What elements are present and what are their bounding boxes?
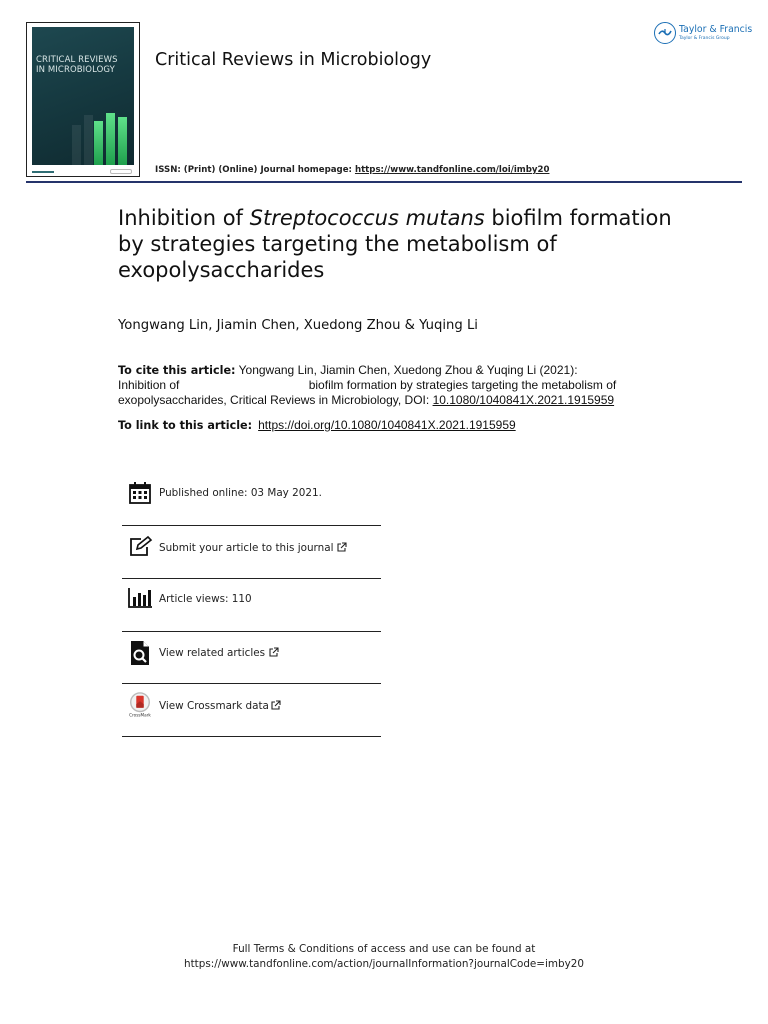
publisher-logo[interactable] (654, 22, 754, 48)
citation-line2-start: Inhibition of (118, 378, 183, 392)
search-document-icon (127, 640, 153, 666)
edit-icon (127, 534, 153, 560)
journal-cover (26, 22, 140, 177)
published-online-text: Published online: 03 May 2021. (159, 487, 322, 499)
submit-article-link[interactable] (122, 526, 381, 574)
doi-link[interactable]: 10.1080/1040841X.2021.1915959 (432, 393, 615, 407)
wave-icon (658, 28, 672, 38)
cover-publisher-mark (110, 169, 132, 174)
crossmark-text (159, 700, 281, 712)
cover-bar (106, 113, 115, 165)
footer (0, 942, 768, 972)
related-articles-text (159, 647, 279, 659)
cover-bar-shadow (72, 125, 81, 165)
issn-text: ISSN: (Print) (Online) Journal homepage: (155, 165, 355, 175)
cover-bar (94, 121, 103, 165)
article-views-item (122, 579, 381, 627)
citation-label: To cite this article: (118, 364, 236, 377)
publisher-logo-icon (654, 22, 676, 44)
divider (122, 736, 381, 737)
publisher-subname: Taylor & Francis Group (679, 36, 730, 41)
published-online-item (122, 470, 381, 518)
cover-bar-shadow (84, 115, 93, 165)
external-link-icon (337, 542, 347, 552)
crossmark-badge-label: CrossMark (129, 712, 151, 718)
cover-title (36, 55, 118, 75)
calendar-icon (127, 480, 153, 506)
citation-line2-end: biofilm formation by strategies targeting the metabolism of (308, 378, 617, 392)
link-label: To link to this article: (118, 419, 253, 432)
related-articles-label: View related articles (159, 647, 266, 659)
journal-homepage-link[interactable]: https://www.tandfonline.com/loi/imby20 (354, 165, 550, 175)
crossmark-icon (127, 692, 153, 718)
crossmark-link[interactable] (122, 684, 381, 732)
title-part2: biofilm formation by strategies targeting the metabolism of exopolysaccharides (118, 206, 672, 282)
article-title (118, 205, 678, 283)
external-link-icon (269, 647, 279, 657)
cover-art (32, 27, 134, 165)
article-views-text: Article views: 110 (159, 593, 252, 605)
footer-terms: Full Terms & Conditions of access and use can be found at (232, 943, 536, 955)
cover-title-line1: CRITICAL REVIEWS (36, 55, 118, 65)
submit-article-text (159, 542, 347, 554)
authors: Yongwang Lin, Jiamin Chen, Xuedong Zhou & Yuqing Li (118, 318, 478, 333)
cover-bar (118, 117, 127, 165)
header-divider (26, 181, 742, 183)
publisher-name: Taylor & Francis (679, 24, 753, 35)
related-articles-link[interactable] (122, 632, 381, 680)
citation-line3: exopolysaccharides, Critical Reviews in Microbiology, DOI: (118, 393, 433, 407)
submit-article-label: Submit your article to this journal (159, 542, 334, 554)
title-part1: Inhibition of (118, 206, 250, 230)
citation-block (118, 363, 638, 408)
crossmark-label: View Crossmark data (159, 700, 269, 712)
citation-line1: Yongwang Lin, Jiamin Chen, Xuedong Zhou & Yuqing Li (2021): (235, 363, 578, 377)
bar-chart-icon (127, 585, 153, 611)
article-doi-url[interactable]: https://doi.org/10.1080/1040841X.2021.1915959 (258, 418, 516, 432)
journal-title: Critical Reviews in Microbiology (155, 50, 432, 70)
external-link-icon (271, 700, 281, 710)
footer-terms-url[interactable]: https://www.tandfonline.com/action/journalInformation?journalCode=imby20 (183, 958, 584, 970)
cover-footer-mark (32, 171, 54, 173)
title-italic: Streptococcus mutans (249, 206, 485, 230)
cover-footer (32, 169, 134, 175)
cover-title-line2: IN MICROBIOLOGY (36, 65, 115, 75)
article-link-line (118, 418, 516, 432)
issn-line (155, 165, 549, 175)
